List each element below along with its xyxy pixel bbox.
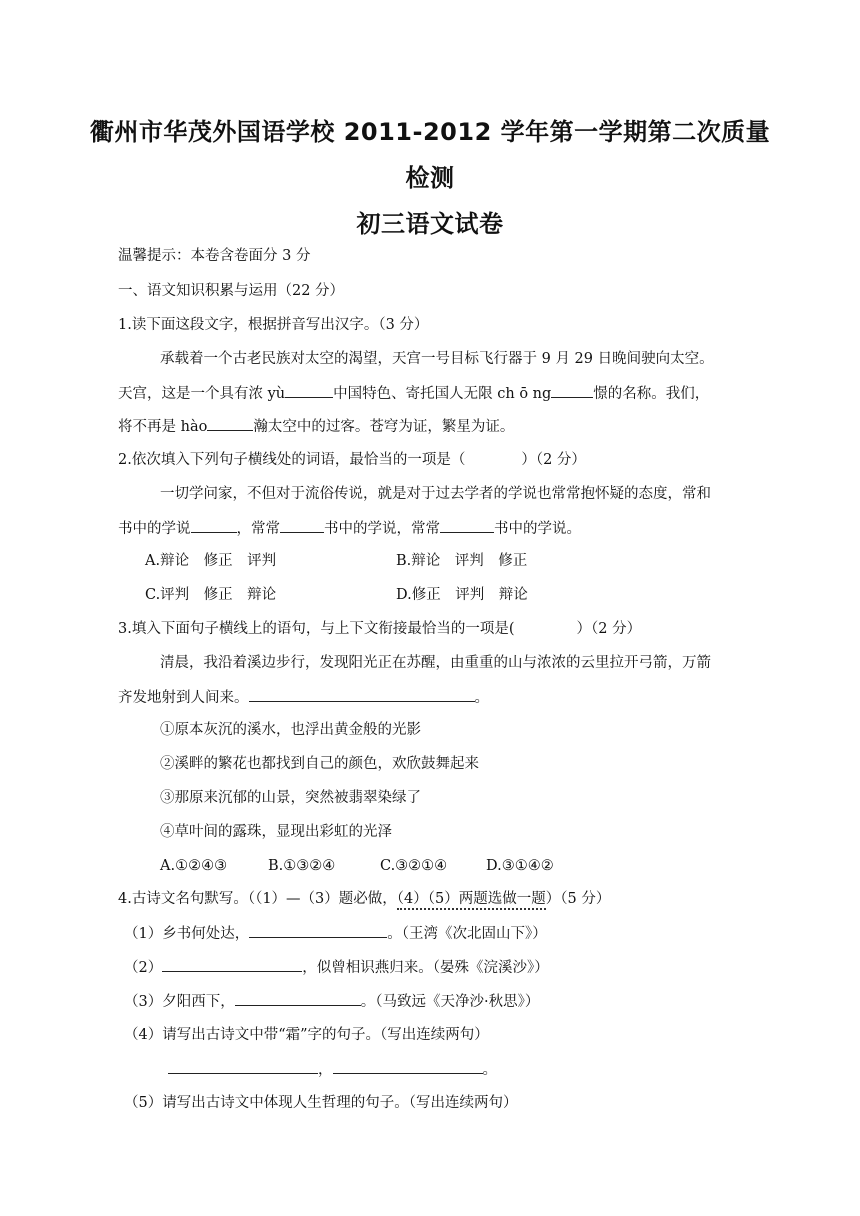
q4-blank-2[interactable] <box>162 957 302 972</box>
q2-text: 书中的学说 <box>118 521 191 537</box>
q2-option-a[interactable]: A.辩论 修正 评判 <box>145 553 277 569</box>
q2-option-b[interactable]: B.辩论 评判 修正 <box>396 553 528 569</box>
q4-text: 。 <box>482 1062 497 1078</box>
q4-blank-4a[interactable] <box>168 1059 318 1074</box>
q1-text: 天宫，这是一个具有浓 yù <box>118 386 286 402</box>
exam-subtitle: 初三语文试卷 <box>356 210 504 238</box>
q4-text: （3）夕阳西下， <box>124 994 235 1010</box>
exam-title-line2: 检测 <box>405 164 455 192</box>
q4-blank-4b[interactable] <box>333 1059 483 1074</box>
q3-passage-line2 <box>118 687 489 708</box>
q3-stem <box>118 619 641 639</box>
q2-passage-line2 <box>118 518 581 539</box>
exam-title-line1: 衢州市华茂外国语学校 2011-2012 学年第一学期第二次质量 <box>89 118 771 146</box>
q3-sentence-4: ④草叶间的露珠，显现出彩虹的光泽 <box>160 824 392 840</box>
q3-text: 。 <box>474 690 489 706</box>
q4-text: ， <box>318 1062 333 1078</box>
q1-blank-2[interactable] <box>551 383 593 398</box>
q4-blank-1[interactable] <box>249 923 387 938</box>
q3-option-c[interactable]: C.③②①④ <box>380 858 448 874</box>
q2-stem <box>118 450 586 470</box>
q4-item-5: （5）请写出古诗文中体现人生哲理的句子。（写出连续两句） <box>124 1095 518 1111</box>
q1-passage-line1: 承载着一个古老民族对太空的渴望，天宫一号目标飞行器于 9 月 29 日晚间驶向太空。 <box>160 351 714 367</box>
q4-text: （1）乡书何处达， <box>124 926 250 942</box>
q1-text: 憬的名称。我们， <box>593 386 710 402</box>
q3-blank[interactable] <box>249 687 475 702</box>
q3-option-b[interactable]: B.①③②④ <box>268 858 336 874</box>
q1-text: 瀚太空中的过客。苍穹为证，繁星为证。 <box>253 419 515 435</box>
q4-item-4: （4）请写出古诗文中带“霜”字的句子。（写出连续两句） <box>124 1027 489 1043</box>
q3-sentence-3: ③那原来沉郁的山景，突然被翡翠染绿了 <box>160 790 421 806</box>
exam-tip: 温馨提示：本卷含卷面分 3 分 <box>118 248 311 264</box>
q3-option-a[interactable]: A.①②④③ <box>160 858 228 874</box>
q2-blank-1[interactable] <box>191 518 237 533</box>
q1-stem: 1.读下面这段文字，根据拼音写出汉字。（3 分） <box>118 317 429 333</box>
q2-stem-text: 2.依次填入下列句子横线处的词语，最恰当的一项是（ <box>118 452 466 468</box>
q4-item-1 <box>124 923 547 944</box>
q4-blank-3[interactable] <box>235 991 361 1006</box>
q2-blank-2[interactable] <box>280 518 324 533</box>
q1-text: 将不再是 hào <box>118 419 208 435</box>
q2-text: ，常常 <box>236 521 280 537</box>
q2-passage-line1: 一切学问家，不但对于流俗传说，就是对于过去学者的学说也常常抱怀疑的态度，常和 <box>160 486 711 502</box>
q1-passage-line3 <box>118 416 514 437</box>
q3-sentence-1: ①原本灰沉的溪水，也浮出黄金般的光影 <box>160 722 421 738</box>
q4-stem-emphasis: （4）（5）两题选做一题 <box>397 891 546 910</box>
q4-stem <box>118 889 610 909</box>
q4-item-4-answer <box>168 1059 497 1080</box>
q2-option-d[interactable]: D.修正 评判 辩论 <box>396 587 528 603</box>
q3-stem-score: ）（2 分） <box>576 621 642 637</box>
q1-text: 中国特色、寄托国人无限 ch ō ng <box>333 386 552 402</box>
q2-stem-score: ）（2 分） <box>521 452 586 468</box>
q4-stem-score: ）（5 分） <box>545 891 611 907</box>
q4-stem-text: 4.古诗文名句默写。（（1）—（3）题必做， <box>118 891 397 907</box>
q1-blank-3[interactable] <box>207 416 253 431</box>
q4-text: 。（王湾《次北固山下》） <box>387 926 547 942</box>
q3-stem-text: 3.填入下面句子横线上的语句，与上下文衔接最恰当的一项是( <box>118 621 515 637</box>
q2-option-c[interactable]: C.评判 修正 辩论 <box>145 587 277 603</box>
q3-sentence-2: ②溪畔的繁花也都找到自己的颜色，欢欣鼓舞起来 <box>160 756 479 772</box>
q4-item-2 <box>124 957 549 978</box>
q4-text: 。（马致远《天净沙·秋思》） <box>360 994 540 1010</box>
q4-text: ，似曾相识燕归来。（晏殊《浣溪沙》） <box>302 960 549 976</box>
q1-blank-1[interactable] <box>285 383 333 398</box>
q4-text: （2） <box>124 960 163 976</box>
q3-text: 齐发地射到人间来。 <box>118 690 249 706</box>
section-1-heading: 一、语文知识积累与运用（22 分） <box>118 283 345 299</box>
q2-text: 书中的学说。 <box>494 521 581 537</box>
q3-option-d[interactable]: D.③①④② <box>486 858 554 874</box>
q4-item-3 <box>124 991 539 1012</box>
q2-text: 书中的学说，常常 <box>324 521 440 537</box>
q1-passage-line2 <box>118 383 709 404</box>
q3-passage-line1: 清晨，我沿着溪边步行，发现阳光正在苏醒，由重重的山与浓浓的云里拉开弓箭，万箭 <box>160 655 711 671</box>
q2-blank-3[interactable] <box>440 518 494 533</box>
